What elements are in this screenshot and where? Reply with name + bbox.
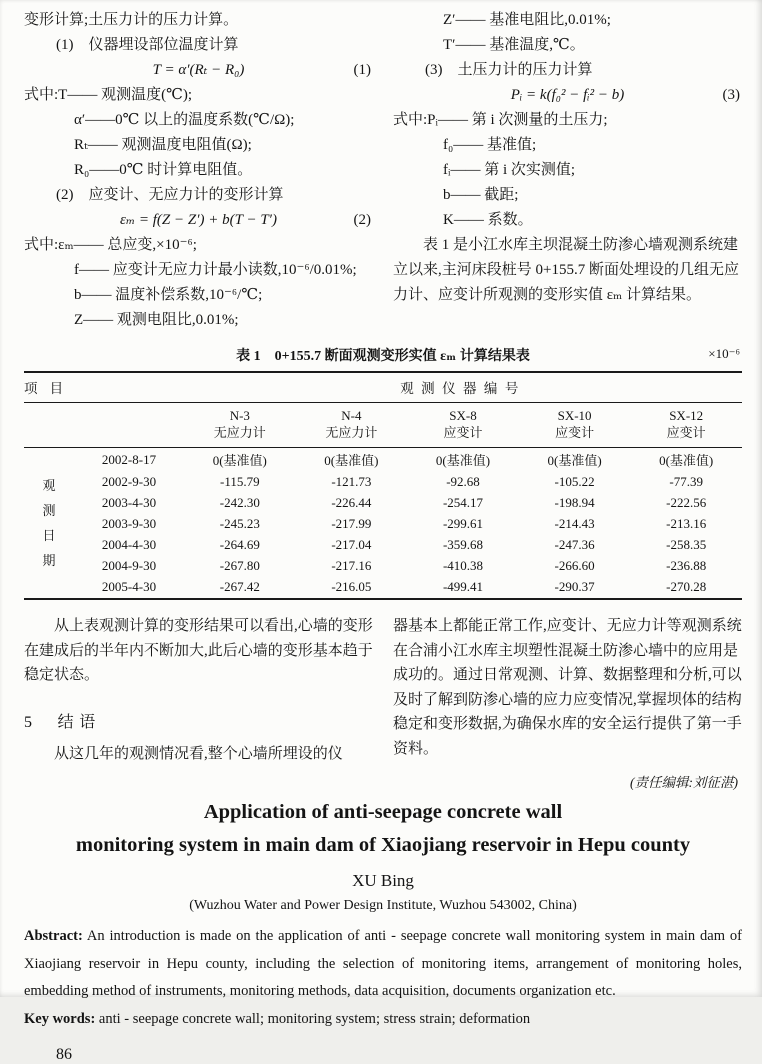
table-lead-paragraph: 表 1 是小江水库主坝混凝土防渗心墙观测系统建立以来,主河床段桩号 0+155.7 断面处埋设的几组无应力计、应变计所观测的变形实值 εₘ 计算结果。 [393, 237, 739, 303]
definition-line: fᵢ—— 第 i 次实测值; [443, 162, 576, 178]
table-row [24, 493, 742, 514]
date-cell: 2003-9-30 [101, 516, 157, 531]
table-row [24, 448, 742, 473]
definition-line: Z′—— 基准电阻比,0.01%; [443, 12, 611, 28]
header-instruments: 观测仪器编号 [184, 372, 742, 403]
definition-line: Rₜ—— 观测温度电阻值(Ω); [74, 137, 252, 153]
value-cell: -236.88 [666, 558, 707, 573]
value-cell: -410.38 [442, 558, 484, 573]
value-cell: -267.42 [219, 579, 260, 594]
value-cell: -270.28 [666, 579, 707, 594]
author-affiliation: (Wuzhou Water and Power Design Institute, Wuzhou 543002, China) [189, 898, 577, 913]
value-cell: -115.79 [219, 474, 260, 489]
date-cell: 2005-4-30 [101, 579, 157, 594]
value-cell: -226.44 [331, 495, 372, 510]
value-cell: -92.68 [446, 474, 480, 489]
section-title: 结语 [57, 713, 101, 731]
section-number: 5 [24, 713, 32, 731]
abstract-label: Abstract: [24, 928, 83, 944]
keywords-label: Key words: [24, 1010, 96, 1027]
instrument-type: 应变计 [666, 425, 706, 440]
instrument-id: SX-10 [557, 408, 592, 423]
item-3-heading: (3) 土压力计的压力计算 [425, 62, 593, 78]
formula-3-body: Pᵢ = k(f₀² − fᵢ² − b) [510, 87, 625, 103]
definition-line: 式中:εₘ—— 总应变,×10⁻⁶; [24, 237, 197, 253]
formula-2 [24, 208, 373, 233]
definition-line: b—— 温度补偿系数,10⁻⁶/℃; [74, 287, 263, 303]
table-row [24, 556, 742, 577]
formula-section [24, 8, 742, 333]
value-cell: -258.35 [666, 537, 707, 552]
instrument-header [630, 403, 742, 448]
table-row [24, 577, 742, 599]
value-cell: -216.05 [331, 579, 372, 594]
right-column [393, 8, 742, 333]
definition-line: 式中:T—— 观测温度(℃); [24, 87, 193, 103]
item-1-heading: (1) 仪器埋设部位温度计算 [56, 37, 239, 53]
formula-2-body: εₘ = f(Z − Z′) + b(T − T′) [120, 212, 277, 228]
value-cell: 0(基准值) [435, 453, 491, 468]
english-title [24, 796, 742, 862]
formula-2-number: (2) [353, 212, 371, 228]
row-group-label: 观测日期 [42, 477, 56, 568]
value-cell: -299.61 [442, 516, 484, 531]
instrument-id: SX-12 [669, 408, 704, 423]
value-cell: -217.99 [331, 516, 372, 531]
editor-note: (责任编辑:刘征湛) [630, 775, 738, 790]
definition-line: T′—— 基准温度,℃。 [443, 37, 585, 53]
left-column [24, 8, 373, 333]
value-cell: -213.16 [666, 516, 707, 531]
formula-1-body: T = α′(Rₜ − R₀) [152, 62, 245, 78]
definition-line: K—— 系数。 [443, 212, 533, 228]
conclusion-paragraph-start: 从这几年的观测情况看,整个心墙所埋设的仪 [54, 746, 343, 762]
formula-1 [24, 58, 373, 83]
definition-line: 式中:Pᵢ—— 第 i 次测量的土压力; [393, 112, 608, 128]
keywords-paragraph [24, 1006, 742, 1034]
definition-line: f—— 应变计无应力计最小读数,10⁻⁶/0.01%; [74, 262, 357, 278]
table-block [24, 345, 742, 600]
analysis-paragraph: 从上表观测计算的变形结果可以看出,心墙的变形在建成后的半年内不断加大,此后心墙的变形基本趋于稳定状态。 [24, 618, 373, 683]
conclusion-section [24, 614, 742, 792]
instrument-id: N-3 [229, 408, 250, 423]
value-cell: -245.23 [219, 516, 260, 531]
date-cell: 2002-9-30 [101, 474, 157, 489]
value-cell: -247.36 [554, 537, 595, 552]
table-unit: ×10⁻⁶ [708, 346, 740, 361]
formula-3-number: (3) [722, 87, 740, 103]
value-cell: 0(基准值) [212, 453, 267, 468]
page-number: 86 [56, 1046, 72, 1063]
value-cell: -217.16 [331, 558, 372, 573]
conclusion-left-column [24, 614, 373, 792]
date-cell: 2003-4-30 [101, 495, 157, 510]
formula-1-number: (1) [353, 62, 371, 78]
table-header-row-2 [24, 403, 742, 448]
value-cell: -499.41 [442, 579, 484, 594]
value-cell: -217.04 [331, 537, 372, 552]
date-cell: 2002-8-17 [101, 451, 157, 467]
instrument-header [296, 403, 408, 448]
header-item: 项目 [24, 372, 184, 403]
abstract-paragraph [24, 923, 742, 1006]
instrument-id: SX-8 [449, 408, 477, 423]
definition-line: R₀——0℃ 时计算电阻值。 [74, 162, 253, 178]
abstract-text: An introduction is made on the application of anti - seepage concrete wall monitoring system in main dam of Xiaojiang reservoir in Hepu county, including the selection of monitoring items, arrangement of monitoring holes, embedding method of instruments, monitoring methods, data acquisition, documents organization etc. [24, 928, 742, 999]
value-cell: -77.39 [669, 474, 703, 489]
value-cell: -198.94 [554, 495, 595, 510]
instrument-type: 无应力计 [213, 425, 266, 440]
english-section [24, 796, 742, 1033]
instrument-header [407, 403, 519, 448]
value-cell: -254.17 [442, 495, 484, 510]
author-name: XU Bing [352, 871, 414, 890]
table-header-row-1 [24, 372, 742, 403]
value-cell: -222.56 [666, 495, 707, 510]
value-cell: -105.22 [554, 474, 595, 489]
table-row [24, 535, 742, 556]
value-cell: -121.73 [331, 474, 372, 489]
instrument-type: 应变计 [443, 425, 483, 440]
instrument-id: N-4 [341, 408, 362, 423]
value-cell: -267.80 [219, 558, 260, 573]
conclusion-paragraph-continued: 器基本上都能正常工作,应变计、无应力计等观测系统在合浦小江水库主坝塑性混凝土防渗心墙中的应用是成功的。通过日常观测、计算、数据整理和分析,可以及时了解到防渗心墙的应力应变情况,掌握坝体的结构稳定和变形数据,为确保水库的安全运行提供了第一手资料。 [393, 618, 742, 757]
value-cell: -264.69 [219, 537, 260, 552]
value-cell: -290.37 [554, 579, 595, 594]
instrument-type: 应变计 [555, 425, 595, 440]
row-group-label-cell [24, 448, 74, 600]
value-cell: -242.30 [219, 495, 260, 510]
value-cell: -359.68 [442, 537, 484, 552]
english-title-line2: monitoring system in main dam of Xiaojiang reservoir in Hepu county [75, 834, 691, 856]
value-cell: 0(基准值) [547, 453, 602, 468]
table-row [24, 472, 742, 493]
definition-line: f₀—— 基准值; [443, 137, 537, 153]
value-cell: 0(基准值) [324, 453, 379, 468]
value-cell: -214.43 [554, 516, 595, 531]
table-caption [24, 345, 742, 367]
value-cell: 0(基准值) [659, 453, 714, 468]
instrument-type: 无应力计 [325, 425, 378, 440]
value-cell: -266.60 [554, 558, 595, 573]
header-empty-cell [24, 403, 184, 448]
intro-text: 变形计算;土压力计的压力计算。 [24, 12, 239, 28]
definition-line: α′——0℃ 以上的温度系数(℃/Ω); [74, 112, 295, 128]
table-caption-text: 表 1 0+155.7 断面观测变形实值 εₘ 计算结果表 [236, 349, 530, 364]
conclusion-right-column [393, 614, 742, 792]
date-cell: 2004-4-30 [101, 537, 157, 552]
english-title-line1: Application of anti-seepage concrete wall [203, 801, 563, 823]
definition-line: b—— 截距; [443, 187, 519, 203]
formula-3 [393, 83, 742, 108]
instrument-header [519, 403, 631, 448]
date-cell: 2004-9-30 [101, 558, 157, 573]
observation-table [24, 371, 742, 600]
section-heading [24, 711, 373, 736]
keywords-text: anti - seepage concrete wall; monitoring system; stress strain; deformation [95, 1010, 531, 1027]
definition-line: Z—— 观测电阻比,0.01%; [74, 312, 239, 328]
instrument-header [184, 403, 296, 448]
item-2-heading: (2) 应变计、无应力计的变形计算 [56, 187, 284, 203]
table-row [24, 514, 742, 535]
